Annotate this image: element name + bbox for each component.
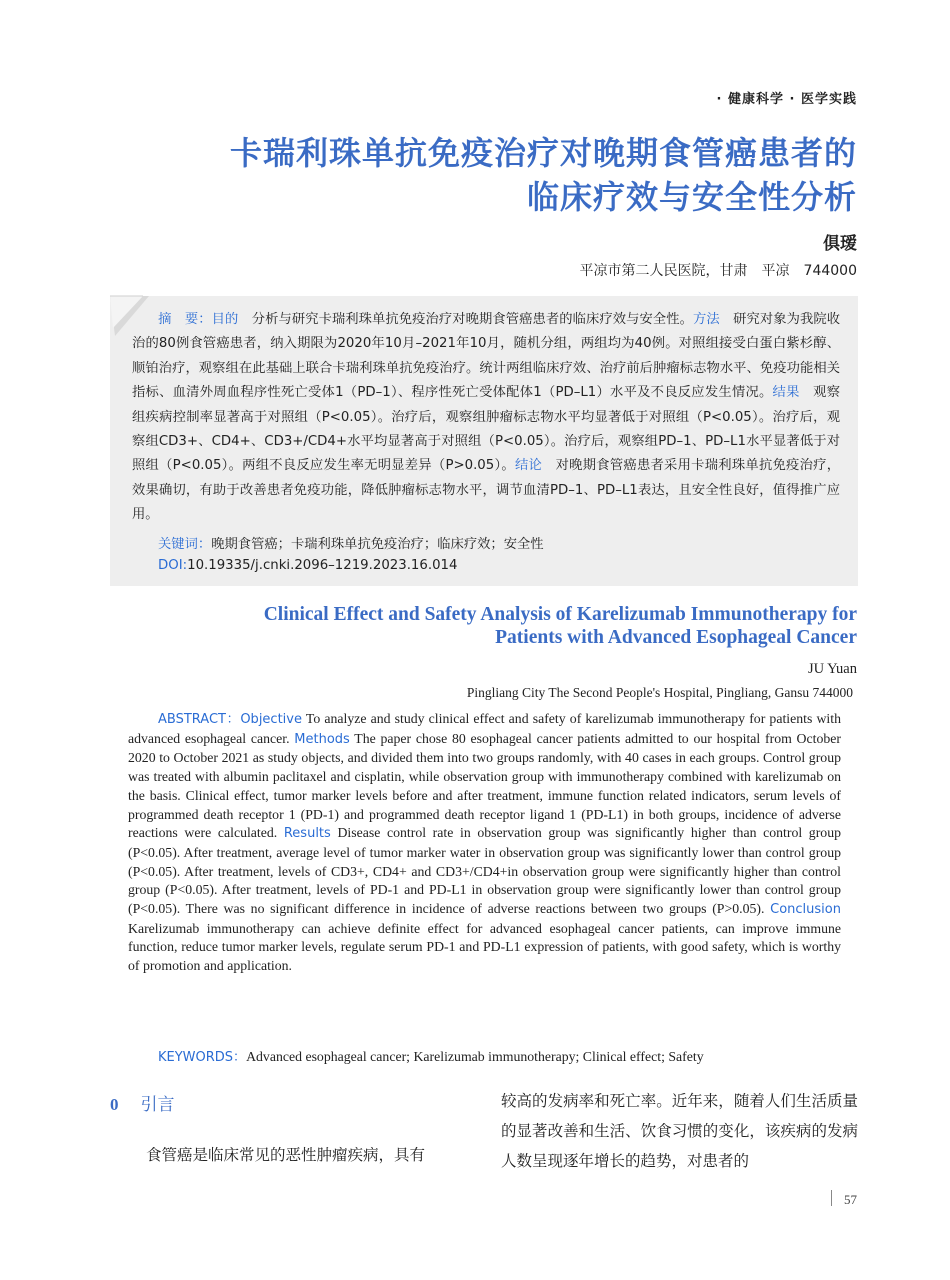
affiliation-cn: 平凉市第二人民医院，甘肃 平凉 744000 (579, 263, 857, 279)
objective-label-en: Objective (240, 712, 302, 727)
objective-label-cn: 目的 (211, 312, 239, 327)
section-heading (110, 1090, 175, 1115)
methods-text-en: The paper chose 80 esophageal cancer patients admitted to our hospital from October 2020 to October 2021 as study objects, and divided them into two groups randomly, with 40 cases in each groups. Control group was treated with albumin paclitaxel and cisplatin, while observation group with immunotherapy combined with karelizumab on the basis. Clinical effect, tumor marker levels before and after treatment, immune function related indicators, serum levels of programmed death receptor 1 (PD-1) and programmed death receptor ligand 1 (PD-L1) in both groups, incidence of adverse reactions were calculated. (128, 730, 841, 841)
methods-text-cn: 研究对象为我院收治的80例食管癌患者，纳入期限为2020年10月–2021年10月，随机分组，两组均为40例。对照组接受白蛋白紫杉醇、顺铂治疗，观察组在此基础上联合卡瑞利珠单抗免疫治疗。统计两组临床疗效、治疗前后肿瘤标志物水平、免疫功能相关指标、血清外周血程序性死亡受体1（PD–1）、程序性死亡受体配体1（PD–L1）水平及不良反应发生情况。 (132, 312, 841, 401)
title-cn-line2: 临床疗效与安全性分析 (526, 178, 857, 216)
journal-section-tag: · 健康科学 · 医学实践 (716, 92, 857, 107)
abstract-cn-label: 摘 要： (158, 312, 212, 327)
body-column-left: 食管癌是临床常见的恶性肿瘤疾病，具有 (146, 1147, 426, 1164)
section-number: 0 (110, 1095, 119, 1114)
results-label-cn: 结果 (772, 385, 800, 401)
keywords-text-en: Advanced esophageal cancer; Karelizumab immunotherapy; Clinical effect; Safety (246, 1049, 704, 1064)
methods-label-cn: 方法 (693, 312, 720, 327)
keywords-text-cn: 晚期食管癌；卡瑞利珠单抗免疫治疗；临床疗效；安全性 (211, 537, 544, 552)
author-cn: 俱瑷 (823, 234, 857, 254)
abstract-en-label: ABSTRACT： (158, 712, 241, 727)
conclusion-label-en: Conclusion (770, 902, 841, 918)
abstract-en (128, 710, 841, 976)
author-en: JU Yuan (807, 661, 857, 677)
results-text-cn: 观察组疾病控制率显著高于对照组（P<0.05）。治疗后，观察组肿瘤标志物水平均显著低于对照组（P<0.05）。治疗后，观察组CD3+、CD4+、CD3+/CD4+水平均显著高于对照组（P<0.05）。治疗后，观察组PD–1、PD–L1水平显著低于对照组（P<0.05）。两组不良反应发生率无明显差异（P>0.05）。 (132, 385, 841, 474)
keywords-cn (158, 533, 544, 552)
doi-link[interactable]: 10.19335/j.cnki.2096–1219.2023.16.014 (187, 558, 458, 573)
page-number: 57 (844, 1192, 857, 1207)
keywords-label-en: KEYWORDS： (158, 1050, 247, 1065)
title-cn-line1: 卡瑞利珠单抗免疫治疗对晚期食管癌患者的 (229, 134, 857, 172)
objective-text-en: To analyze and study clinical effect and safety of karelizumab immunotherapy for patients with advanced esophageal cancer. (128, 711, 841, 746)
abstract-cn (132, 308, 840, 528)
title-en-line1: Clinical Effect and Safety Analysis of Karelizumab Immunotherapy for (263, 604, 857, 625)
doi (158, 558, 457, 573)
affiliation-en: Pingliang City The Second People's Hospital, Pingliang, Gansu 744000 (466, 685, 853, 700)
conclusion-text-en: Karelizumab immunotherapy can achieve definite effect for advanced esophageal cancer patients, can improve immune function, reduce tumor marker levels, regulate serum PD-1 and PD-L1 expression of patients, with good safety, which is worthy of promotion and application. (128, 920, 841, 974)
conclusion-label-cn: 结论 (514, 458, 543, 474)
section-title: 引言 (140, 1095, 175, 1114)
body-column-right: 较高的发病率和死亡率。近年来，随着人们生活质量的显著改善和生活、饮食习惯的变化，该疾病的发病人数呈现逐年增长的趋势，对患者的 (501, 1093, 858, 1170)
results-text-en: Disease control rate in observation group was significantly higher than control group (P<0.05). After treatment, average level of tumor marker water in observation group was significantly lower than control group (P<0.05). After treatment, levels of CD3+, CD4+ and CD3+/CD4+in observation group were significantly higher than control group (P<0.05). After treatment, levels of PD-1 and PD-L1 in observation group were significantly lower than control group (P<0.05). There was no significant difference in incidence of adverse reactions between two groups (P>0.05). (128, 825, 841, 917)
objective-text-cn: 分析与研究卡瑞利珠单抗免疫治疗对晚期食管癌患者的临床疗效与安全性。 (251, 312, 693, 327)
results-label-en: Results (283, 826, 331, 842)
keywords-en (158, 1046, 704, 1065)
title-en-line2: Patients with Advanced Esophageal Cancer (495, 627, 857, 648)
keywords-label-cn: 关键词： (158, 537, 212, 552)
conclusion-text-cn: 对晚期食管癌患者采用卡瑞利珠单抗免疫治疗，效果确切，有助于改善患者免疫功能，降低肿瘤标志物水平，调节血清PD–1、PD–L1表达，且安全性良好，值得推广应用。 (132, 458, 841, 523)
page-number-divider (831, 1190, 832, 1206)
methods-label-en: Methods (294, 731, 350, 747)
doi-label: DOI: (158, 558, 188, 573)
